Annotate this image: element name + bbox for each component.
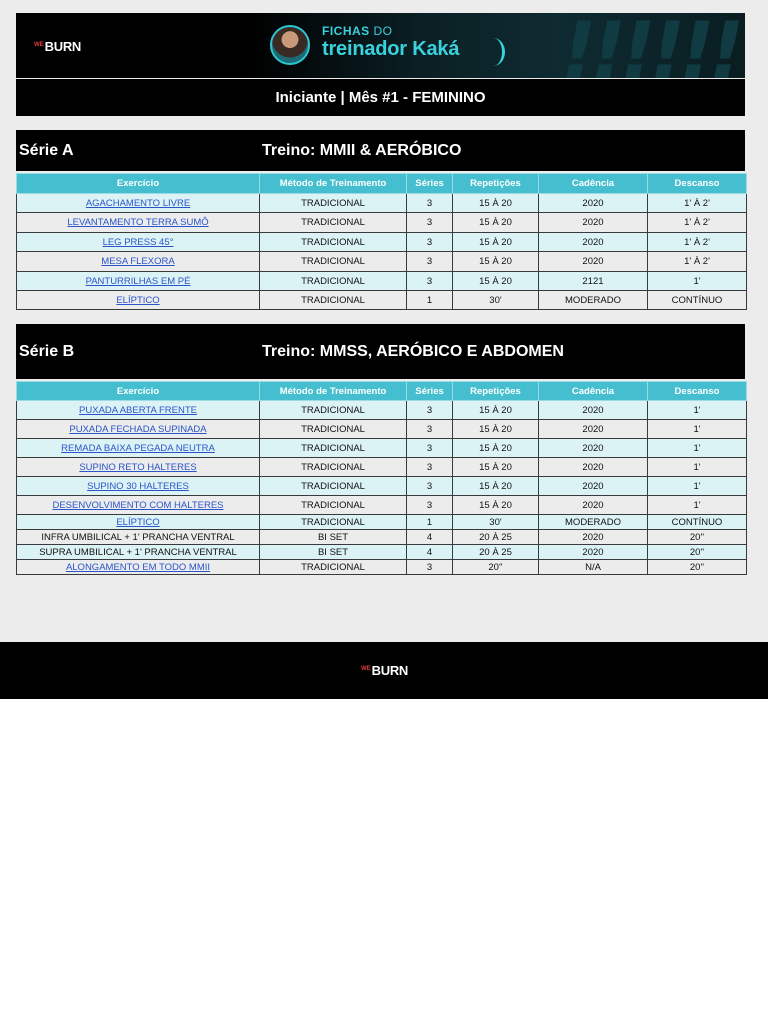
rest-cell: 1' [648, 477, 747, 496]
series-cell: 3 [407, 496, 453, 515]
col-header-repeticoes: Repetições [453, 174, 539, 194]
col-header-descanso: Descanso [648, 174, 747, 194]
series-cell: 3 [407, 401, 453, 420]
table-row [17, 530, 747, 545]
method-cell: TRADICIONAL [260, 291, 407, 310]
method-cell: BI SET [260, 530, 407, 545]
table-row [17, 560, 747, 575]
rest-cell: CONTÍNUO [648, 515, 747, 530]
header-banner [16, 13, 745, 78]
col-header-metodo: Método de Treinamento [260, 382, 407, 401]
exercise-cell: INFRA UMBILICAL + 1' PRANCHA VENTRAL [17, 530, 260, 545]
col-header-exercicio: Exercício [17, 382, 260, 401]
rest-cell: 1' À 2' [648, 252, 747, 272]
serie-a-header [16, 130, 745, 171]
series-cell: 4 [407, 545, 453, 560]
cadence-cell: 2020 [539, 233, 648, 252]
serie-a-workout: Treino: MMII & AERÓBICO [262, 142, 462, 159]
series-cell: 3 [407, 560, 453, 575]
col-header-descanso: Descanso [648, 382, 747, 401]
cadence-cell: 2020 [539, 213, 648, 233]
decorative-marks: !!!!!! [561, 13, 739, 78]
exercise-cell[interactable]: ELÍPTICO [17, 515, 260, 530]
serie-b-title: Série B [19, 343, 75, 360]
reps-cell: 15 À 20 [453, 252, 539, 272]
table-row [17, 515, 747, 530]
method-cell: TRADICIONAL [260, 213, 407, 233]
exercise-cell[interactable]: ELÍPTICO [17, 291, 260, 310]
serie-a-title: Série A [19, 142, 74, 159]
method-cell: TRADICIONAL [260, 560, 407, 575]
exercise-cell[interactable]: LEVANTAMENTO TERRA SUMÔ [17, 213, 260, 233]
cadence-cell: 2121 [539, 272, 648, 291]
cadence-cell: 2020 [539, 194, 648, 213]
reps-cell: 15 À 20 [453, 401, 539, 420]
exercise-cell[interactable]: REMADA BAIXA PEGADA NEUTRA [17, 439, 260, 458]
table-row [17, 291, 747, 310]
exercise-cell: SUPRA UMBILICAL + 1' PRANCHA VENTRAL [17, 545, 260, 560]
rest-cell: 1' [648, 420, 747, 439]
exercise-cell[interactable]: AGACHAMENTO LIVRE [17, 194, 260, 213]
series-cell: 1 [407, 515, 453, 530]
table-row [17, 252, 747, 272]
series-cell: 3 [407, 272, 453, 291]
exercise-cell[interactable]: LEG PRESS 45° [17, 233, 260, 252]
reps-cell: 15 À 20 [453, 496, 539, 515]
table-row [17, 194, 747, 213]
reps-cell: 15 À 20 [453, 458, 539, 477]
rest-cell: 20'' [648, 560, 747, 575]
table-row [17, 458, 747, 477]
rest-cell: 1' [648, 439, 747, 458]
method-cell: TRADICIONAL [260, 252, 407, 272]
reps-cell: 15 À 20 [453, 213, 539, 233]
brand-fichas: FICHAS DO [322, 24, 393, 38]
series-cell: 1 [407, 291, 453, 310]
cadence-cell: 2020 [539, 252, 648, 272]
footer-weburn-logo: $^{WE}$BURN [361, 663, 409, 678]
table-row [17, 401, 747, 420]
series-cell: 3 [407, 233, 453, 252]
reps-cell: 15 À 20 [453, 233, 539, 252]
table-row [17, 439, 747, 458]
method-cell: TRADICIONAL [260, 458, 407, 477]
reps-cell: 15 À 20 [453, 272, 539, 291]
method-cell: TRADICIONAL [260, 194, 407, 213]
col-header-cadencia: Cadência [539, 382, 648, 401]
col-header-metodo: Método de Treinamento [260, 174, 407, 194]
cadence-cell: 2020 [539, 545, 648, 560]
weburn-logo: $^{WE}$BURN [34, 39, 82, 54]
rest-cell: CONTÍNUO [648, 291, 747, 310]
col-header-series: Séries [407, 174, 453, 194]
rest-cell: 1' À 2' [648, 233, 747, 252]
series-cell: 3 [407, 420, 453, 439]
col-header-series: Séries [407, 382, 453, 401]
serie-b-header [16, 324, 745, 379]
reps-cell: 30' [453, 515, 539, 530]
footer-bar [0, 642, 768, 699]
table-row [17, 420, 747, 439]
method-cell: TRADICIONAL [260, 401, 407, 420]
series-cell: 3 [407, 439, 453, 458]
rest-cell: 1' [648, 496, 747, 515]
reps-cell: 30' [453, 291, 539, 310]
exercise-cell[interactable]: MESA FLEXORA [17, 252, 260, 272]
table-row [17, 545, 747, 560]
table-row [17, 213, 747, 233]
reps-cell: 20 À 25 [453, 545, 539, 560]
table-row [17, 477, 747, 496]
method-cell: TRADICIONAL [260, 439, 407, 458]
method-cell: TRADICIONAL [260, 420, 407, 439]
reps-cell: 20 À 25 [453, 530, 539, 545]
method-cell: BI SET [260, 545, 407, 560]
reps-cell: 15 À 20 [453, 439, 539, 458]
reps-cell: 15 À 20 [453, 194, 539, 213]
rest-cell: 1' [648, 272, 747, 291]
series-cell: 3 [407, 213, 453, 233]
method-cell: TRADICIONAL [260, 496, 407, 515]
method-cell: TRADICIONAL [260, 515, 407, 530]
table-row [17, 233, 747, 252]
program-subtitle: Iniciante | Mês #1 - FEMININO [16, 79, 745, 116]
cadence-cell: 2020 [539, 420, 648, 439]
rest-cell: 1' À 2' [648, 213, 747, 233]
col-header-repeticoes: Repetições [453, 382, 539, 401]
rest-cell: 1' [648, 401, 747, 420]
trainer-avatar [270, 25, 310, 65]
cadence-cell: 2020 [539, 530, 648, 545]
cadence-cell: 2020 [539, 439, 648, 458]
series-cell: 3 [407, 252, 453, 272]
cadence-cell: MODERADO [539, 515, 648, 530]
exercise-cell[interactable]: SUPINO 30 HALTERES [17, 477, 260, 496]
method-cell: TRADICIONAL [260, 233, 407, 252]
col-header-cadencia: Cadência [539, 174, 648, 194]
exercise-cell[interactable]: DESENVOLVIMENTO COM HALTERES [17, 496, 260, 515]
cadence-cell: 2020 [539, 401, 648, 420]
exercise-cell[interactable]: PUXADA ABERTA FRENTE [17, 401, 260, 420]
rest-cell: 1' [648, 458, 747, 477]
series-cell: 3 [407, 477, 453, 496]
brand-arc-icon [482, 38, 505, 66]
series-cell: 3 [407, 194, 453, 213]
serie-b-workout: Treino: MMSS, AERÓBICO E ABDOMEN [262, 343, 564, 360]
table-row [17, 496, 747, 515]
series-cell: 3 [407, 458, 453, 477]
exercise-cell[interactable]: PANTURRILHAS EM PÉ [17, 272, 260, 291]
cadence-cell: MODERADO [539, 291, 648, 310]
cadence-cell: 2020 [539, 496, 648, 515]
table-row [17, 272, 747, 291]
exercise-cell[interactable]: ALONGAMENTO EM TODO MMII [17, 560, 260, 575]
reps-cell: 20'' [453, 560, 539, 575]
method-cell: TRADICIONAL [260, 477, 407, 496]
rest-cell: 20'' [648, 545, 747, 560]
brand-trainer-name: treinador Kaká [322, 38, 460, 60]
reps-cell: 15 À 20 [453, 420, 539, 439]
reps-cell: 15 À 20 [453, 477, 539, 496]
rest-cell: 1' À 2' [648, 194, 747, 213]
exercise-cell[interactable]: PUXADA FECHADA SUPINADA [17, 420, 260, 439]
cadence-cell: N/A [539, 560, 648, 575]
cadence-cell: 2020 [539, 477, 648, 496]
col-header-exercicio: Exercício [17, 174, 260, 194]
serie-a-table [16, 173, 747, 310]
exercise-cell[interactable]: SUPINO RETO HALTERES [17, 458, 260, 477]
cadence-cell: 2020 [539, 458, 648, 477]
method-cell: TRADICIONAL [260, 272, 407, 291]
serie-b-table [16, 381, 747, 575]
series-cell: 4 [407, 530, 453, 545]
rest-cell: 20'' [648, 530, 747, 545]
